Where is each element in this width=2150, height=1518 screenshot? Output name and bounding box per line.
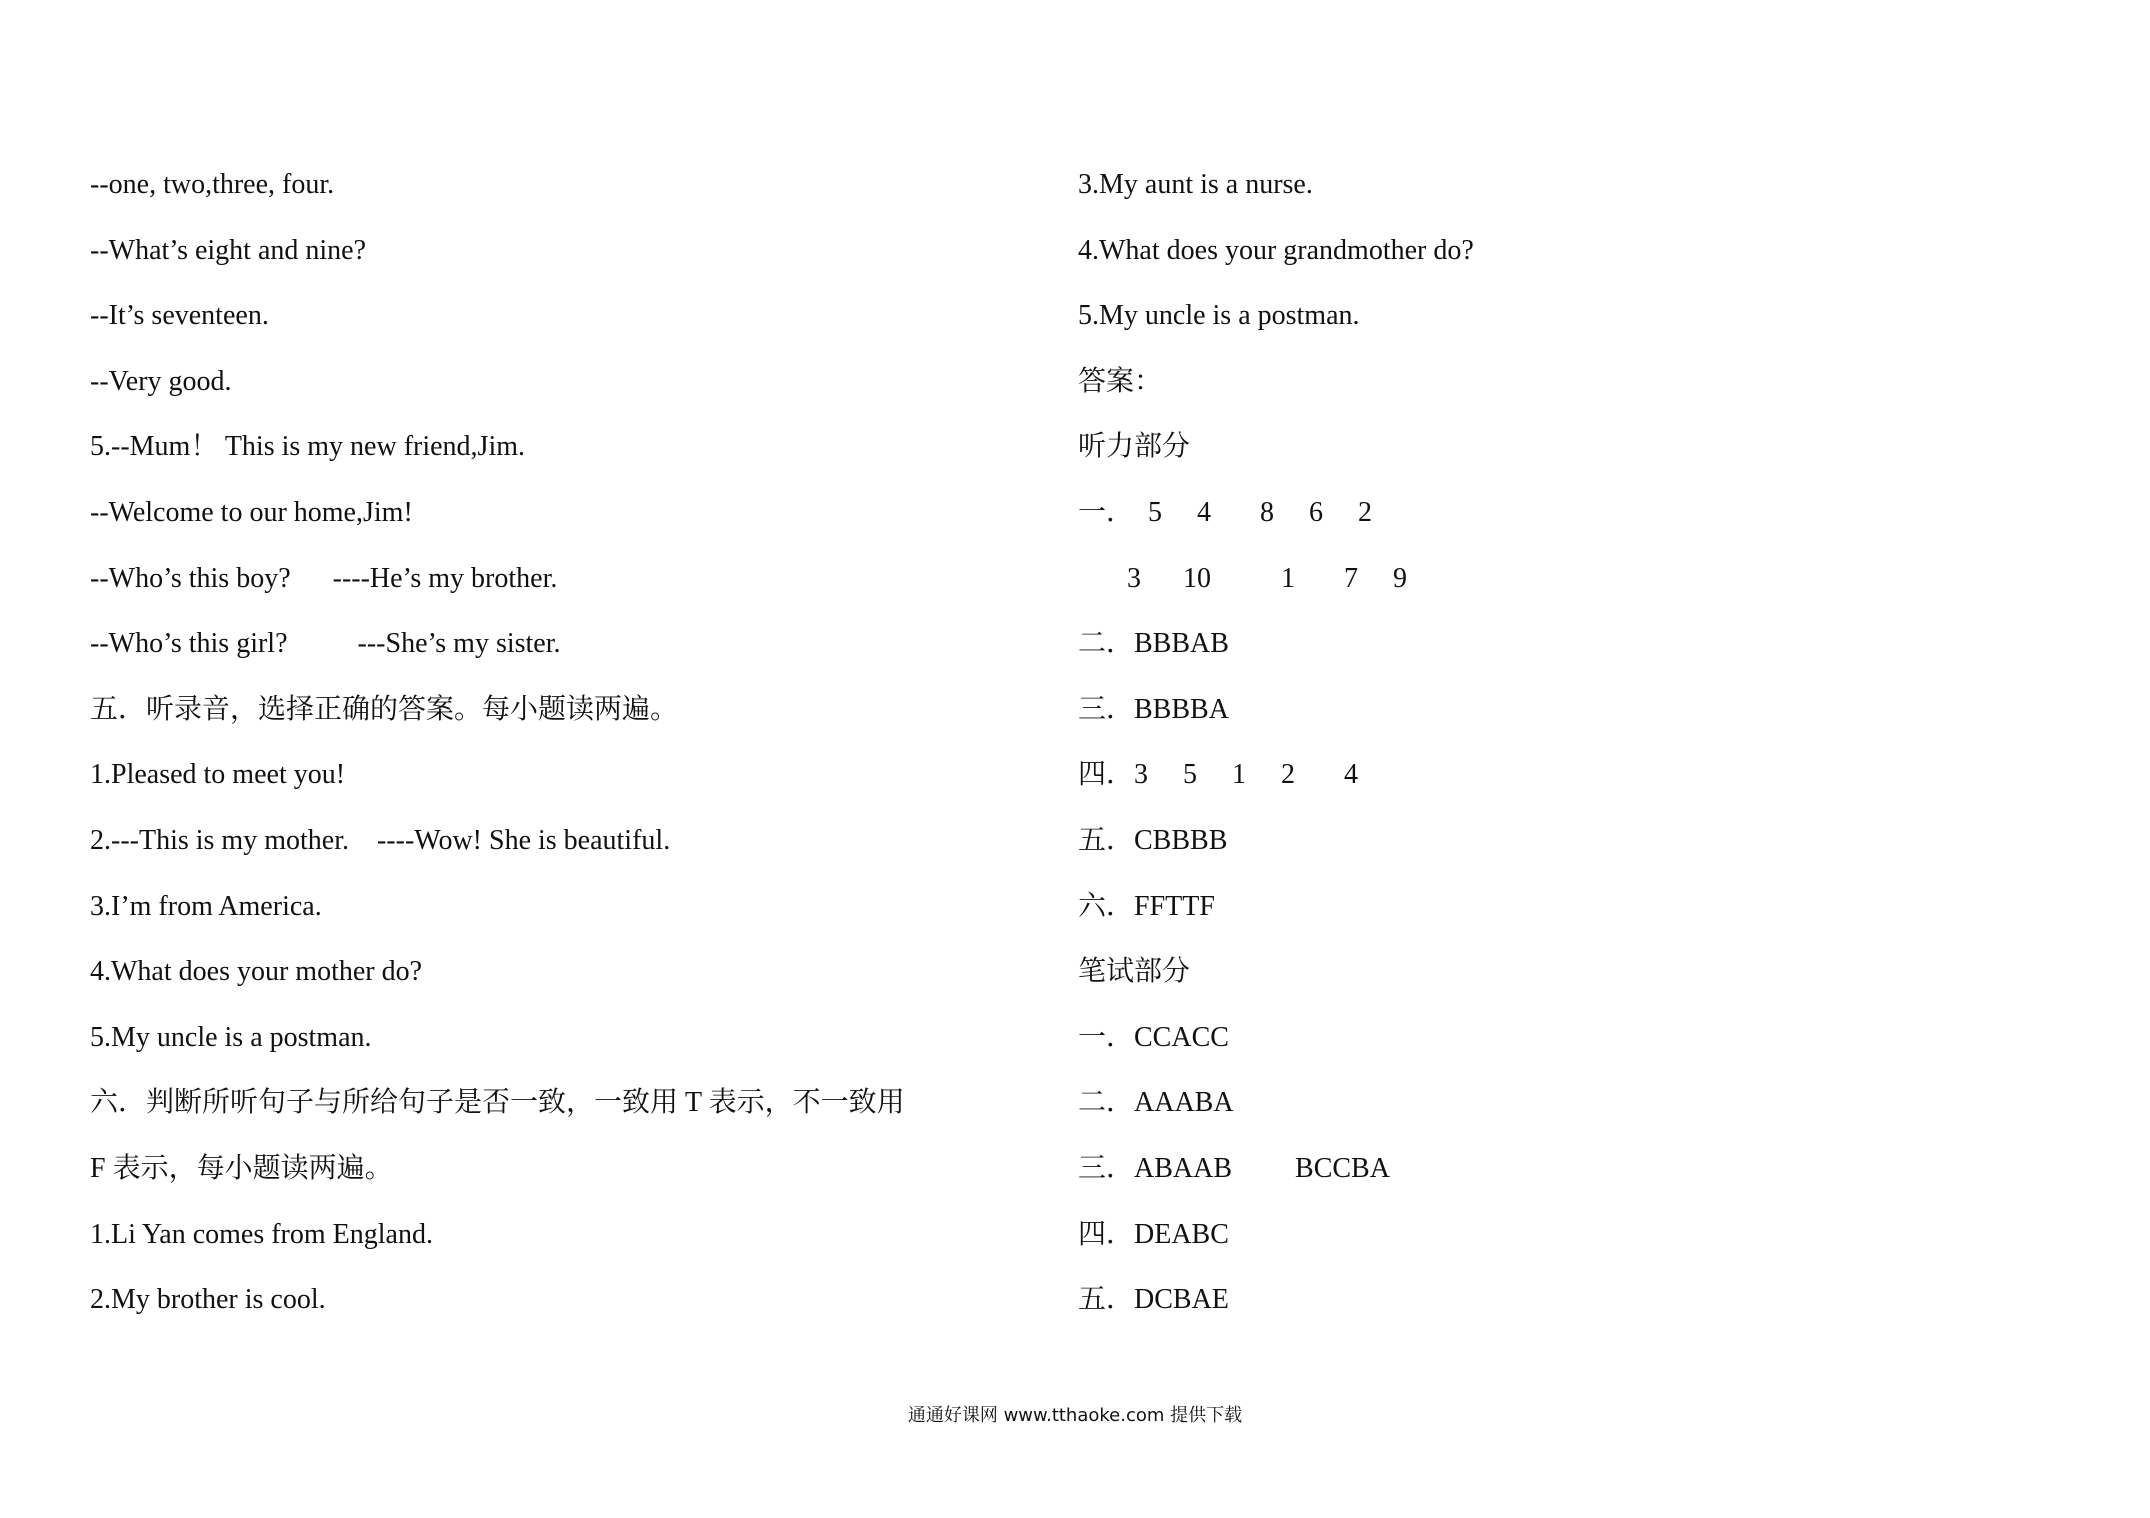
text-line: 1.Pleased to meet you!	[90, 759, 346, 791]
section-heading-continued: F 表示，每小题读两遍。	[90, 1152, 393, 1184]
text-line: 2.---This is my mother. ----Wow! She is beautiful.	[90, 824, 671, 856]
answer-line: 四．3 5 1 2 4	[1078, 759, 1359, 791]
left-column	[90, 160, 990, 1341]
text-line: --It’s seventeen.	[90, 300, 269, 332]
text-line: --Who’s this boy? ----He’s my brother.	[90, 562, 558, 594]
text-line: --one, two,three, four.	[90, 169, 335, 200]
text-line: 5.My uncle is a postman.	[1078, 300, 1360, 332]
text-line: 4.What does your grandmother do?	[1078, 234, 1474, 266]
text-line: 5.My uncle is a postman.	[90, 1021, 372, 1053]
answer-line: 一．CCACC	[1078, 1021, 1229, 1053]
listening-section-heading: 听力部分	[1078, 431, 1191, 463]
text-line: --What’s eight and nine?	[90, 234, 367, 266]
text-line: --Welcome to our home,Jim!	[90, 496, 413, 528]
answer-line: 二．AAABA	[1078, 1087, 1234, 1119]
section-heading: 五．听录音，选择正确的答案。每小题读两遍。	[90, 693, 679, 725]
right-column	[1078, 160, 1978, 1341]
answer-line: 一． 5 4 8 6 2	[1078, 496, 1373, 528]
text-line: 3.I’m from America.	[90, 890, 322, 922]
answer-line: 五．CBBBB	[1078, 824, 1228, 856]
answer-key-heading: 答案：	[1078, 365, 1163, 397]
written-section-heading: 笔试部分	[1078, 956, 1191, 988]
answer-line: 三．ABAAB BCCBA	[1078, 1152, 1390, 1184]
answer-line: 五．DCBAE	[1078, 1284, 1229, 1316]
text-line: 3.My aunt is a nurse.	[1078, 169, 1313, 200]
answer-line: 3 10 1 7 9	[1078, 562, 1407, 594]
text-line: 1.Li Yan comes from England.	[90, 1218, 433, 1250]
text-line: 4.What does your mother do?	[90, 956, 423, 988]
answer-line: 六．FFTTF	[1078, 890, 1215, 922]
footer-source-note: 通通好课网 www.tthaoke.com 提供下载	[907, 1405, 1243, 1426]
text-line: 5.--Mum！ This is my new friend,Jim.	[90, 431, 526, 463]
text-line: --Very good.	[90, 365, 232, 397]
answer-line: 二．BBBAB	[1078, 628, 1229, 660]
answer-line: 四．DEABC	[1078, 1218, 1229, 1250]
text-line: 2.My brother is cool.	[90, 1284, 326, 1316]
text-line: --Who’s this girl? ---She’s my sister.	[90, 628, 561, 660]
section-heading: 六．判断所听句子与所给句子是否一致，一致用 T 表示，不一致用	[90, 1087, 905, 1119]
answer-line: 三．BBBBA	[1078, 693, 1229, 725]
